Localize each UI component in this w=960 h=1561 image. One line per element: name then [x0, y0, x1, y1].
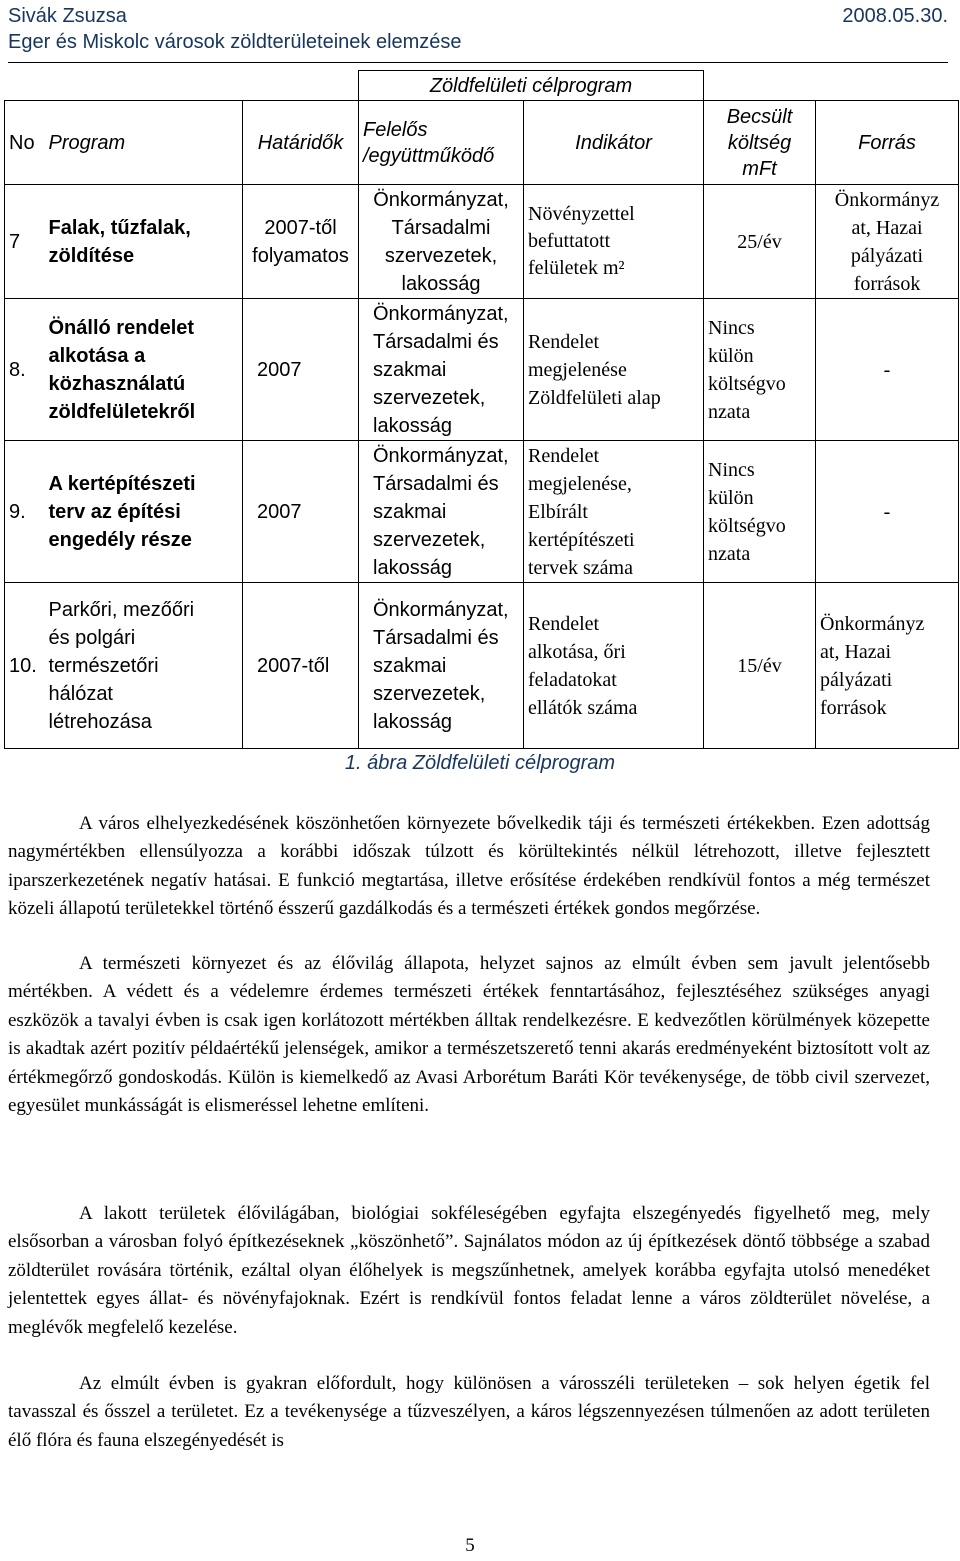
row-no: 7 — [5, 185, 45, 299]
row-responsible: Önkormányzat, Társadalmi és szakmai szervezetek, lakosság — [359, 583, 524, 749]
table-group-header-row — [5, 71, 959, 101]
row-deadline: 2007 — [243, 299, 359, 441]
row-program: Parkőri, mezőőri és polgári természetőri hálózat létrehozása — [45, 583, 243, 749]
paragraph-text: Az elmúlt évben is gyakran előfordult, hogy különösen a városszéli területeken – sok helyen égetik fel tavasszal és ősszel a területet. Ez a tevékenysége a tűzveszélyen, a káros légszennyezésen túlmenően az adott területen élő flóra és fauna elszegényedését is — [8, 1373, 930, 1451]
table-row — [5, 441, 959, 583]
header-author: Sivák Zsuzsa — [8, 5, 127, 27]
table-row — [5, 185, 959, 299]
paragraph — [8, 1370, 930, 1455]
col-header-program: Program — [45, 101, 243, 185]
row-no: 10. — [5, 583, 45, 749]
header-date: 2008.05.30. — [842, 5, 948, 27]
row-deadline: 2007-től folyamatos — [243, 185, 359, 299]
figure-caption: 1. ábra Zöldfelületi célprogram — [344, 752, 616, 774]
group-header: Zöldfelületi célprogram — [359, 71, 704, 101]
col-header-source: Forrás — [816, 101, 959, 185]
row-cost: 25/év — [704, 185, 816, 299]
program-table — [4, 70, 959, 749]
header-divider — [8, 62, 948, 63]
page-header — [8, 4, 948, 28]
row-responsible: Önkormányzat, Társadalmi és szakmai szervezetek, lakosság — [359, 441, 524, 583]
row-cost: Nincs külön költségvo nzata — [704, 441, 816, 583]
table-row — [5, 583, 959, 749]
row-indicator: Rendelet megjelenése, Elbírált kertépítészeti tervek száma — [524, 441, 704, 583]
row-no: 8. — [5, 299, 45, 441]
col-header-no: No — [5, 101, 45, 185]
row-source: Önkormányz at, Hazai pályázati források — [816, 185, 959, 299]
row-program: A kertépítészeti terv az építési engedély része — [45, 441, 243, 583]
row-indicator: Növényzettel befuttatott felületek m² — [524, 185, 704, 299]
paragraph-text: A természeti környezet és az élővilág állapota, helyzet sajnos az elmúlt évben sem javult jelentősebb mértékben. A védett és a védelemre érdemes természeti értékek fenntartásához, fejlesztéséhez szükséges anyagi eszközök a tavalyi évben is csak igen korlátozott mértékben álltak rendelkezésre. E kedvezőtlen körülmények közepette is akadtak azért pozitív példaértékű jelenségek, amikor a természetszerető tenni akarás eredményeként biztosított volt az értékmegőrző gondoskodás. Külön is kiemelkedő az Avasi Arborétum Baráti Kör tevékenysége, de több civil szervezet, egyesület munkásságát is elismeréssel lehetne említeni. — [8, 953, 930, 1117]
row-no: 9. — [5, 441, 45, 583]
row-indicator: Rendelet alkotása, őri feladatokat ellátók száma — [524, 583, 704, 749]
row-responsible: Önkormányzat, Társadalmi szervezetek, lakosság — [359, 185, 524, 299]
row-source: - — [816, 299, 959, 441]
col-header-indicator: Indikátor — [524, 101, 704, 185]
row-indicator: Rendelet megjelenése Zöldfelületi alap — [524, 299, 704, 441]
row-deadline: 2007-től — [243, 583, 359, 749]
row-program: Falak, tűzfalak, zöldítése — [45, 185, 243, 299]
table-header-row — [5, 101, 959, 185]
paragraph — [8, 950, 930, 1120]
row-cost: Nincs külön költségvo nzata — [704, 299, 816, 441]
paragraph-text: A város elhelyezkedésének köszönhetően környezete bővelkedik táji és természeti értékekben. Ezen adottság nagymértékben ellensúlyozza a korábbi időszak túlzott és körültekintés nélkül létrehozott, illetve fejlesztett iparszerkezetének negatív hatásai. E funkció megtartása, illetve erősítése érdekében rendkívül fontos a még természet közeli állapotú területekkel történő ésszerű gazdálkodás és a természeti értékek gondos megőrzése. — [8, 813, 930, 920]
header-subtitle: Eger és Miskolc városok zöldterületeinek elemzése — [8, 31, 462, 53]
row-cost: 15/év — [704, 583, 816, 749]
table-row — [5, 299, 959, 441]
row-source: - — [816, 441, 959, 583]
paragraph-text: A lakott területek élővilágában, biológiai sokféleségében egyfajta elszegényedés figyelhető meg, mely elsősorban a városban folyó építkezéseknek „köszönhető”. Sajnálatos módon az új építkezések döntő többsége a szabad zöldterület rovására történik, ezáltal olyan élőhelyek is megszűnhetnek, amelyek korábba egyfajta utolsó menedéket jelentettek egyes állat- és növényfajoknak. Ezért is rendkívül fontos feladat lenne a város zöldterület növelése, a meglévők megfelelő kezelése. — [8, 1203, 930, 1338]
row-responsible: Önkormányzat, Társadalmi és szakmai szervezetek, lakosság — [359, 299, 524, 441]
page-number: 5 — [465, 1535, 475, 1556]
col-header-responsible: Felelős /együttműködő — [359, 101, 524, 185]
col-header-cost: Becsült költség mFt — [704, 101, 816, 185]
paragraph — [8, 1200, 930, 1342]
row-source: Önkormányz at, Hazai pályázati források — [816, 583, 959, 749]
row-deadline: 2007 — [243, 441, 359, 583]
col-header-deadline: Határidők — [243, 101, 359, 185]
paragraph — [8, 810, 930, 924]
row-program: Önálló rendelet alkotása a közhasználatú zöldfelületekről — [45, 299, 243, 441]
